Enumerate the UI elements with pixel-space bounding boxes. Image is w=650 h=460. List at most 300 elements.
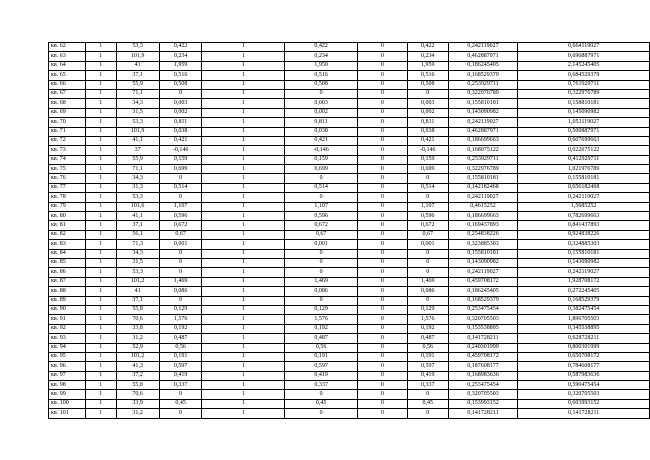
table-row <box>49 409 650 418</box>
table-cell: 1 <box>86 277 116 286</box>
table-cell: 1 <box>86 202 116 211</box>
table-cell: 34,3 <box>116 174 159 183</box>
table-cell: 53,3 <box>116 118 159 127</box>
table-cell: 0,159 <box>407 155 448 164</box>
table-cell: 0,462887971 <box>448 52 518 61</box>
table-cell: 1,576 <box>407 315 448 324</box>
table-cell: 0,168529379 <box>448 296 518 305</box>
table-cell: кв. 86 <box>49 268 86 277</box>
table-cell: 0,234 <box>159 52 202 61</box>
table-cell: 0 <box>357 334 407 343</box>
table-cell: 33,9 <box>116 399 159 408</box>
table-cell: 0,516 <box>159 71 202 80</box>
table-cell: 1 <box>202 258 285 267</box>
table-cell: кв. 100 <box>49 399 86 408</box>
table-cell: кв. 92 <box>49 324 86 333</box>
table-cell: 1 <box>202 268 285 277</box>
table-cell: 0,587983636 <box>518 371 650 380</box>
table-cell: 1 <box>86 108 116 117</box>
table-cell: 1 <box>202 315 285 324</box>
table-cell: 1 <box>202 362 285 371</box>
table-cell: 1,959 <box>159 61 202 70</box>
table-cell: 0,145090982 <box>518 108 650 117</box>
table-cell: 0,590475454 <box>518 381 650 390</box>
table-cell: 0,650708172 <box>518 352 650 361</box>
table-cell: кв. 78 <box>49 193 86 202</box>
table-cell: 0 <box>357 52 407 61</box>
table-cell: 31,2 <box>116 334 159 343</box>
table-cell: 101,9 <box>116 52 159 61</box>
table-cell: 0,191 <box>159 352 202 361</box>
table-cell: 0 <box>357 174 407 183</box>
table-cell: 1 <box>86 230 116 239</box>
table-cell: 37,1 <box>116 221 159 230</box>
table-cell: 0,4615252 <box>448 202 518 211</box>
table-cell: 1 <box>86 287 116 296</box>
table-row <box>49 99 650 108</box>
table-cell: кв. 75 <box>49 165 86 174</box>
table-cell: 0 <box>285 268 358 277</box>
table-cell: 71,1 <box>116 165 159 174</box>
table-cell: 1,107 <box>159 202 202 211</box>
table-cell: 0,487 <box>159 334 202 343</box>
table-cell: 0,628728211 <box>518 334 650 343</box>
table-cell: 0,508 <box>407 80 448 89</box>
table-cell: кв. 81 <box>49 221 86 230</box>
table-row <box>49 183 650 192</box>
table-cell: 0 <box>159 174 202 183</box>
table-cell: 0,242119027 <box>448 268 518 277</box>
table-cell: 2,145245405 <box>518 61 650 70</box>
table-row <box>49 352 650 361</box>
table-cell: 56,1 <box>116 230 159 239</box>
table-cell: 1 <box>202 371 285 380</box>
table-cell: 101,6 <box>116 202 159 211</box>
table-cell: кв. 83 <box>49 240 86 249</box>
table-cell: 0,462887971 <box>448 127 518 136</box>
table-cell: 101,2 <box>116 352 159 361</box>
table-cell: 101,9 <box>116 127 159 136</box>
table-cell: 1 <box>86 165 116 174</box>
table-row <box>49 127 650 136</box>
table-cell: 0 <box>357 296 407 305</box>
table-cell: 0,141728211 <box>448 334 518 343</box>
table-cell: 0 <box>285 89 358 98</box>
table-row <box>49 399 650 408</box>
table-cell: 0,001 <box>159 240 202 249</box>
table-cell: кв. 71 <box>49 127 86 136</box>
table-cell: 0 <box>285 390 358 399</box>
table-cell: 0,514 <box>159 183 202 192</box>
table-cell: 0 <box>357 61 407 70</box>
table-cell: 0,253475454 <box>448 381 518 390</box>
table-cell: 1,469 <box>285 277 358 286</box>
table-cell: 0 <box>285 409 358 418</box>
table-cell: 71,3 <box>116 240 159 249</box>
table-cell: кв. 63 <box>49 52 86 61</box>
table-cell: 55,9 <box>116 155 159 164</box>
table-cell: 37,1 <box>116 71 159 80</box>
table-row <box>49 80 650 89</box>
table-row <box>49 61 650 70</box>
table-cell: 0,500887971 <box>518 127 650 136</box>
table-cell: 0,419 <box>407 371 448 380</box>
table-cell: кв. 99 <box>49 390 86 399</box>
table-cell: кв. 73 <box>49 146 86 155</box>
table-cell: 0,672 <box>159 221 202 230</box>
table-cell: 0,234 <box>407 52 448 61</box>
table-cell: 1 <box>202 52 285 61</box>
table-cell: 0,597 <box>407 362 448 371</box>
table-cell: 0,324885303 <box>518 240 650 249</box>
table-cell: 0,003 <box>285 99 358 108</box>
table-cell: 1 <box>202 193 285 202</box>
table-cell: 70,6 <box>116 315 159 324</box>
table-cell: 0,924838226 <box>518 230 650 239</box>
table-cell: 0,186245405 <box>448 287 518 296</box>
table-cell: кв. 68 <box>49 99 86 108</box>
table-cell: 0 <box>285 174 358 183</box>
table-cell: кв. 72 <box>49 136 86 145</box>
table-row <box>49 296 650 305</box>
table-cell: 0,699 <box>285 165 358 174</box>
table-cell: 0,141728211 <box>448 409 518 418</box>
table-cell: 0,67 <box>159 230 202 239</box>
table-row <box>49 371 650 380</box>
table-cell: 1,053119027 <box>518 118 650 127</box>
table-cell: 1 <box>202 221 285 230</box>
table-cell: 0 <box>357 324 407 333</box>
table-cell: 0 <box>357 343 407 352</box>
table-cell: 1 <box>86 136 116 145</box>
table-cell: 0,672 <box>285 221 358 230</box>
table-cell: 0 <box>357 127 407 136</box>
table-cell: 0,159 <box>159 155 202 164</box>
table-cell: 41,1 <box>116 212 159 221</box>
table-cell: 0 <box>357 287 407 296</box>
table-cell: 37,2 <box>116 371 159 380</box>
table-cell: 71,1 <box>116 89 159 98</box>
table-cell: 0,45 <box>407 399 448 408</box>
table-cell: 0 <box>357 155 407 164</box>
table-cell: 1 <box>86 155 116 164</box>
table-cell: 0 <box>357 221 407 230</box>
table-cell: 1,928708172 <box>518 277 650 286</box>
table-cell: 0 <box>159 193 202 202</box>
table-cell: 0,169437893 <box>448 221 518 230</box>
table-cell: 0,272245405 <box>518 287 650 296</box>
table-cell: 0,322976789 <box>518 89 650 98</box>
table-cell: 0,672 <box>407 221 448 230</box>
table-cell: 1 <box>202 334 285 343</box>
table-cell: 0 <box>407 89 448 98</box>
table-cell: 1 <box>86 268 116 277</box>
table-cell: 1 <box>202 277 285 286</box>
table-cell: 37,1 <box>116 296 159 305</box>
table-cell: 31,2 <box>116 409 159 418</box>
table-cell: кв. 96 <box>49 362 86 371</box>
table-cell: 0,153993152 <box>448 399 518 408</box>
table-cell: 0 <box>357 390 407 399</box>
table-cell: 0,412929711 <box>518 155 650 164</box>
table-cell: 0,253929711 <box>448 80 518 89</box>
table-cell: 1 <box>202 183 285 192</box>
table-cell: 0,254838226 <box>448 230 518 239</box>
table-cell: кв. 84 <box>49 249 86 258</box>
table-cell: 0,143090982 <box>518 258 650 267</box>
table-cell: 1,469 <box>159 277 202 286</box>
table-row <box>49 136 650 145</box>
table-cell: 0,596 <box>407 212 448 221</box>
table-cell: 0,487 <box>285 334 358 343</box>
table-cell: 1 <box>202 118 285 127</box>
table-cell: кв. 85 <box>49 258 86 267</box>
table-cell: 1 <box>86 221 116 230</box>
table-cell: 0 <box>357 212 407 221</box>
table-cell: 1 <box>86 174 116 183</box>
table-cell: 0,421 <box>159 136 202 145</box>
table-cell: 0,516 <box>285 71 358 80</box>
table-row <box>49 202 650 211</box>
table-cell: 0,129 <box>407 305 448 314</box>
table-cell: 0,800301999 <box>518 343 650 352</box>
table-cell: 0 <box>357 371 407 380</box>
table-cell: 0 <box>357 315 407 324</box>
table-cell: 52,9 <box>116 343 159 352</box>
table-cell: 0,656182468 <box>518 183 650 192</box>
table-cell: 0 <box>407 390 448 399</box>
table-cell: 41,3 <box>116 362 159 371</box>
table-row <box>49 89 650 98</box>
table-cell: 1 <box>86 352 116 361</box>
table-cell: 0 <box>357 165 407 174</box>
table-cell: 1 <box>202 296 285 305</box>
table-cell: 0,002 <box>159 108 202 117</box>
table-cell: 53,3 <box>116 268 159 277</box>
table-cell: 0,168075122 <box>448 146 518 155</box>
table-cell: 0,508 <box>285 80 358 89</box>
table-cell: 1 <box>202 202 285 211</box>
table-row <box>49 390 650 399</box>
table-cell: 0,56 <box>407 343 448 352</box>
table-cell: 1 <box>202 305 285 314</box>
table-cell: 0 <box>357 258 407 267</box>
table-cell: 101,2 <box>116 277 159 286</box>
table-row <box>49 249 650 258</box>
table-cell: 0,761929711 <box>518 80 650 89</box>
table-cell: 0 <box>357 118 407 127</box>
table-cell: 0,596 <box>159 212 202 221</box>
table-cell: 34,3 <box>116 249 159 258</box>
table-cell: 0,242119027 <box>518 268 650 277</box>
table-cell: 0 <box>357 362 407 371</box>
table-cell: 0 <box>357 99 407 108</box>
table-cell: 0 <box>159 390 202 399</box>
table-cell: 0,382475454 <box>518 305 650 314</box>
table-row <box>49 277 650 286</box>
table-cell: 0 <box>407 258 448 267</box>
table-row <box>49 108 650 117</box>
table-cell: 0,45 <box>285 399 358 408</box>
table-cell: 1 <box>202 390 285 399</box>
table-cell: 41 <box>116 61 159 70</box>
table-row <box>49 258 650 267</box>
table-cell: 0,322976789 <box>448 165 518 174</box>
table-cell: 1,107 <box>285 202 358 211</box>
table-cell: 0 <box>407 268 448 277</box>
table-cell: кв. 69 <box>49 108 86 117</box>
table-cell: 0,56 <box>285 343 358 352</box>
table-cell: 0 <box>357 249 407 258</box>
table-cell: 0,143090982 <box>448 108 518 117</box>
table-cell: 34,3 <box>116 99 159 108</box>
table-cell: 41 <box>116 287 159 296</box>
table-row <box>49 324 650 333</box>
table-cell: 1,5685252 <box>518 202 650 211</box>
table-cell: 31,5 <box>116 258 159 267</box>
table-row <box>49 71 650 80</box>
table-cell: 0 <box>159 409 202 418</box>
table-row <box>49 155 650 164</box>
table-cell: 0,323885303 <box>448 240 518 249</box>
table-cell: 0,699 <box>159 165 202 174</box>
table-cell: 0,168529379 <box>448 71 518 80</box>
table-cell: 1 <box>202 343 285 352</box>
table-cell: кв. 87 <box>49 277 86 286</box>
table-cell: 0,168529379 <box>518 296 650 305</box>
table-cell: кв. 101 <box>49 409 86 418</box>
table-row <box>49 43 650 52</box>
table-row <box>49 315 650 324</box>
table-cell: 0,086 <box>407 287 448 296</box>
table-cell: 1,576 <box>285 315 358 324</box>
table-cell: 0,811 <box>407 118 448 127</box>
table-cell: 0,186245405 <box>448 61 518 70</box>
table-cell: кв. 95 <box>49 352 86 361</box>
table-cell: кв. 66 <box>49 80 86 89</box>
table-cell: 0,242119027 <box>448 43 518 52</box>
table-row <box>49 287 650 296</box>
table-cell: 0 <box>357 108 407 117</box>
table-cell: 0,153538895 <box>448 324 518 333</box>
table-cell: 1 <box>202 324 285 333</box>
table-row <box>49 268 650 277</box>
table-cell: 1 <box>86 305 116 314</box>
table-cell: 1 <box>86 362 116 371</box>
table-cell: 0,168983636 <box>448 371 518 380</box>
table-row <box>49 240 650 249</box>
table-cell: 1 <box>86 89 116 98</box>
table-cell: 1 <box>202 99 285 108</box>
table-cell: 0,421 <box>285 136 358 145</box>
table-cell: 0,142182468 <box>448 183 518 192</box>
table-cell: 0 <box>357 409 407 418</box>
table-cell: 0,67 <box>285 230 358 239</box>
table-cell: 0,422 <box>407 43 448 52</box>
table-cell: 1 <box>86 193 116 202</box>
table-cell: 1 <box>86 296 116 305</box>
table-cell: 0,192 <box>285 324 358 333</box>
table-cell: 41,1 <box>116 136 159 145</box>
table-cell: 0,322976789 <box>448 89 518 98</box>
table-cell: 0 <box>357 183 407 192</box>
table-cell: 0,242119027 <box>448 193 518 202</box>
table-cell: 1 <box>86 71 116 80</box>
table-cell: 1 <box>86 212 116 221</box>
table-cell: 1 <box>202 71 285 80</box>
table-cell: 0 <box>357 381 407 390</box>
table-cell: 1 <box>202 43 285 52</box>
table-cell: 0,253475454 <box>448 305 518 314</box>
table-cell: 1 <box>86 334 116 343</box>
table-cell: 0,129 <box>159 305 202 314</box>
table-cell: 0,320705503 <box>518 390 650 399</box>
table-cell: 1 <box>202 240 285 249</box>
table-cell: 1 <box>86 118 116 127</box>
table-cell: 0,155810181 <box>448 99 518 108</box>
table-cell: 0,192 <box>407 324 448 333</box>
table-cell: 0 <box>357 89 407 98</box>
table-cell: 0,422 <box>285 43 358 52</box>
table-cell: 0,187608177 <box>448 362 518 371</box>
table-cell: 0,186699663 <box>448 136 518 145</box>
table-cell: 1,107 <box>407 202 448 211</box>
table-cell: 0,459708172 <box>448 277 518 286</box>
table-row <box>49 212 650 221</box>
table-cell: кв. 97 <box>49 371 86 380</box>
table-cell: кв. 67 <box>49 89 86 98</box>
table-cell: 55,9 <box>116 80 159 89</box>
table-cell: 0 <box>357 202 407 211</box>
table-cell: кв. 94 <box>49 343 86 352</box>
table-cell: 0,242119027 <box>518 193 650 202</box>
table-cell: 1 <box>202 409 285 418</box>
table-cell: 0,141728211 <box>518 409 650 418</box>
table-cell: 0 <box>407 296 448 305</box>
table-cell: 0,002 <box>285 108 358 117</box>
table-cell: 0,684529379 <box>518 71 650 80</box>
table-cell: 0,158810181 <box>518 99 650 108</box>
table-cell: 0,191 <box>285 352 358 361</box>
table-cell: 0,421 <box>407 136 448 145</box>
table-row <box>49 362 650 371</box>
table-cell: 0,038 <box>407 127 448 136</box>
table-cell: -0,146 <box>407 146 448 155</box>
table-cell: 1 <box>86 409 116 418</box>
table-cell: 1,959 <box>285 61 358 70</box>
table-cell: 0,240301999 <box>448 343 518 352</box>
table-cell: 0,811 <box>159 118 202 127</box>
table-cell: -0,146 <box>285 146 358 155</box>
table-cell: 0 <box>357 305 407 314</box>
table-cell: 1,469 <box>407 277 448 286</box>
table-cell: 55,8 <box>116 305 159 314</box>
table-row <box>49 230 650 239</box>
table-cell: 53,3 <box>116 193 159 202</box>
table-cell: кв. 90 <box>49 305 86 314</box>
table-cell: 0 <box>357 230 407 239</box>
table-cell: 0,607699663 <box>518 136 650 145</box>
table-cell: 1 <box>86 240 116 249</box>
table-cell: 1 <box>86 381 116 390</box>
table-cell: 1 <box>202 155 285 164</box>
table-cell: кв. 89 <box>49 296 86 305</box>
table-cell: 0,514 <box>407 183 448 192</box>
table-cell: 1 <box>86 249 116 258</box>
table-cell: 1 <box>202 399 285 408</box>
table-cell: 0,320705503 <box>448 315 518 324</box>
table-cell: кв. 82 <box>49 230 86 239</box>
